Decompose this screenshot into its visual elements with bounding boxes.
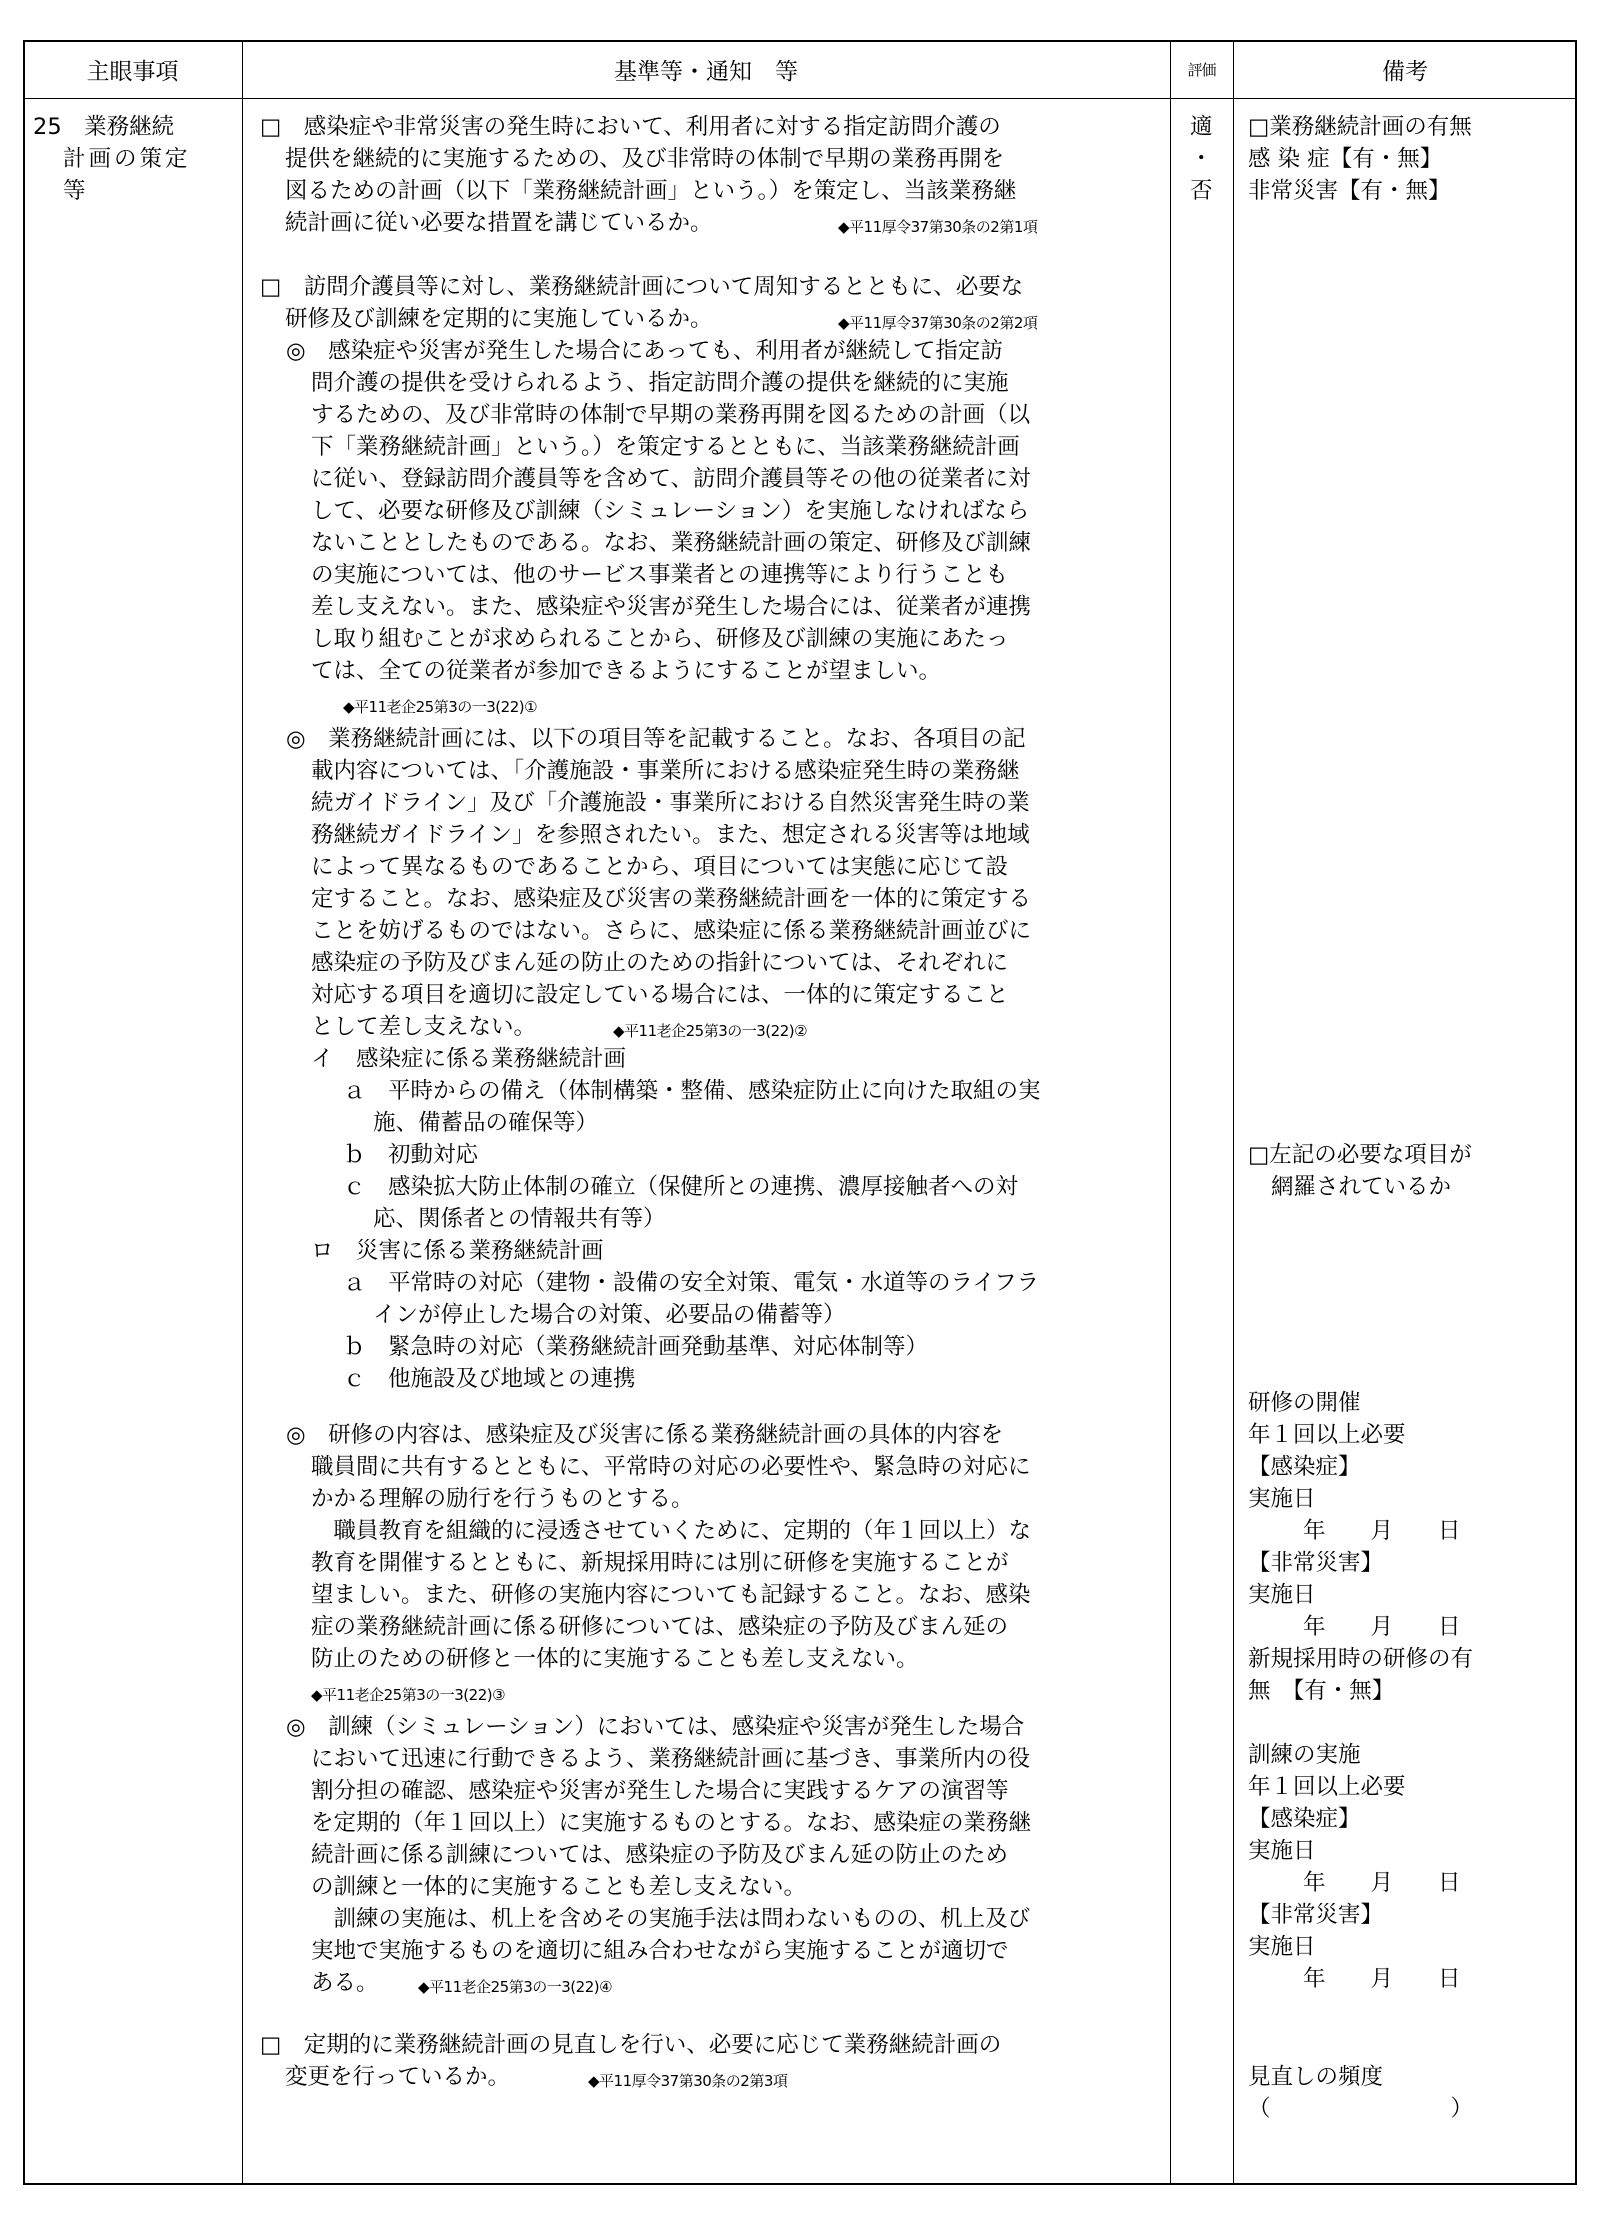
remark-drill: 訓練の実施 — [1248, 1742, 1361, 1768]
remark-line: 【非常災害】 — [1248, 1902, 1384, 1928]
column-divider — [242, 40, 243, 2185]
remark-line: （ ） — [1248, 2096, 1474, 2122]
header-standard: 基準等・通知 等 — [614, 58, 798, 85]
remark-date: 年 月 日 — [1303, 1518, 1461, 1544]
legal-reference: ◆平11老企25第3の一3(22)① — [343, 698, 538, 716]
list-heading: ロ 災害に係る業務継続計画 — [311, 1238, 604, 1264]
note-line: の実施については、他のサービス事業者との連携等により行うことも — [311, 562, 1009, 588]
note-line: 教育を開催するとともに、新規採用時には別に研修を実施することが — [311, 1550, 1009, 1576]
note-line: として差し支えない。 — [311, 1014, 537, 1040]
header-evaluation: 評価 — [1187, 60, 1216, 79]
remark-review: 見直しの頻度 — [1248, 2064, 1384, 2090]
question-line: 変更を行っているか。 — [285, 2064, 511, 2090]
remark-date: 年 月 日 — [1303, 1966, 1461, 1992]
checklist-question: □ 感染症や非常災害の発生時において、利用者に対する指定訪問介護の — [260, 114, 1001, 140]
column-divider — [1170, 40, 1171, 2185]
item-title-line: 25 業務継続 — [33, 114, 175, 140]
remark-line: 無 【有・無】 — [1248, 1678, 1395, 1704]
note-line: 症の業務継続計画に係る研修については、感染症の予防及びまん延の — [311, 1614, 1009, 1640]
note-line: に従い、登録訪問介護員等を含めて、訪問介護員等その他の従業者に対 — [311, 466, 1031, 492]
legal-reference: ◆平11老企25第3の一3(22)④ — [418, 1978, 613, 1996]
note-line: 定すること。なお、感染症及び災害の業務継続計画を一体的に策定する — [311, 886, 1032, 912]
remark-checkbox-bcp: □業務継続計画の有無 — [1248, 114, 1472, 140]
header-divider — [23, 98, 1577, 99]
note-line: するための、及び非常時の体制で早期の業務再開を図るための計画（以 — [311, 402, 1031, 428]
header-main-item: 主眼事項 — [86, 58, 179, 85]
list-item: ｂ 初動対応 — [343, 1142, 479, 1168]
list-item-line: 応、関係者との情報共有等） — [373, 1206, 666, 1232]
checklist-question: □ 定期的に業務継続計画の見直しを行い、必要に応じて業務継続計画の — [260, 2032, 1002, 2058]
item-title-line: 等 — [63, 178, 86, 204]
remark-line: 実施日 — [1248, 1582, 1316, 1608]
list-item: ａ 平常時の対応（建物・設備の安全対策、電気・水道等のライフラ — [343, 1270, 1040, 1296]
note-line: 下「業務継続計画」という。）を策定するとともに、当該業務継続計画 — [311, 434, 1020, 460]
note-line: 続ガイドライン」及び「介護施設・事業所における自然災害発生時の業 — [311, 790, 1030, 816]
header-remarks: 備考 — [1382, 58, 1428, 85]
list-item: ａ 平時からの備え（体制構築・整備、感染症防止に向けた取組の実 — [343, 1078, 1041, 1104]
remark-line: 【感染症】 — [1248, 1454, 1361, 1480]
note-line: 訓練の実施は、机上を含めその実施手法は問わないものの、机上及び — [311, 1906, 1031, 1932]
legal-reference: ◆平11厚令37第30条の2第3項 — [588, 2072, 788, 2090]
note-line: し取り組むことが求められることから、研修及び訓練の実施にあたっ — [311, 626, 1009, 652]
note-line: を定期的（年１回以上）に実施するものとする。なお、感染症の業務継 — [311, 1810, 1032, 1836]
remark-checkbox-items: □左記の必要な項目が — [1248, 1142, 1472, 1168]
note-paragraph: ◎ 研修の内容は、感染症及び災害に係る業務継続計画の具体的内容を — [286, 1422, 1004, 1448]
column-divider — [1233, 40, 1234, 2185]
note-line: ある。 — [311, 1970, 379, 1996]
remark-line: 網羅されているか — [1271, 1174, 1452, 1200]
note-line: 務継続ガイドライン」を参照されたい。また、想定される災害等は地域 — [311, 822, 1030, 848]
note-line: ことを妨げるものではない。さらに、感染症に係る業務継続計画並びに — [311, 918, 1032, 944]
remark-line: 非常災害【有・無】 — [1248, 178, 1451, 204]
remark-line: 【非常災害】 — [1248, 1550, 1384, 1576]
list-item-line: 施、備蓄品の確保等） — [373, 1110, 599, 1136]
list-item-line: インが停止した場合の対策、必要品の備蓄等） — [373, 1302, 846, 1328]
remark-line: 実施日 — [1248, 1934, 1316, 1960]
note-line: 望ましい。また、研修の実施内容についても記録すること。なお、感染 — [311, 1582, 1031, 1608]
remark-date: 年 月 日 — [1303, 1870, 1461, 1896]
note-line: ないこととしたものである。なお、業務継続計画の策定、研修及び訓練 — [311, 530, 1032, 556]
remark-line: 新規採用時の研修の有 — [1248, 1646, 1474, 1672]
checklist-question: □ 訪問介護員等に対し、業務継続計画について周知するとともに、必要な — [260, 274, 1024, 300]
note-paragraph: ◎ 訓練（シミュレーション）においては、感染症や災害が発生した場合 — [286, 1714, 1025, 1740]
note-line: によって異なるものであることから、項目については実態に応じて設 — [311, 854, 1009, 880]
remark-line: 実施日 — [1248, 1838, 1316, 1864]
remark-line: 年１回以上必要 — [1248, 1422, 1406, 1448]
list-item: ｃ 他施設及び地域との連携 — [343, 1366, 636, 1392]
remark-training: 研修の開催 — [1248, 1390, 1361, 1416]
note-line: かかる理解の励行を行うものとする。 — [311, 1486, 694, 1512]
note-line: 職員教育を組織的に浸透させていくために、定期的（年１回以上）な — [311, 1518, 1032, 1544]
list-item: ｃ 感染拡大防止体制の確立（保健所との連携、濃厚接触者への対 — [343, 1174, 1019, 1200]
note-line: 差し支えない。また、感染症や災害が発生した場合には、従業者が連携 — [311, 594, 1032, 620]
question-line: 提供を継続的に実施するための、及び非常時の体制で早期の業務再開を — [285, 146, 1005, 172]
question-line: 図るための計画（以下「業務継続計画」という。）を策定し、当該業務継 — [285, 178, 1017, 204]
note-line: の訓練と一体的に実施することも差し支えない。 — [311, 1874, 807, 1900]
remark-line: 感 染 症【有・無】 — [1248, 146, 1443, 172]
note-line: 載内容については、「介護施設・事業所における感染症発生時の業務継 — [311, 758, 1020, 784]
eval-option: ・ — [1190, 146, 1213, 172]
note-line: 割分担の確認、感染症や災害が発生した場合に実践するケアの演習等 — [311, 1778, 1009, 1804]
eval-option: 適 — [1190, 114, 1213, 140]
legal-reference: ◆平11老企25第3の一3(22)③ — [311, 1686, 506, 1704]
note-line: 対応する項目を適切に設定している場合には、一体的に策定すること — [311, 982, 1009, 1008]
note-paragraph: ◎ 感染症や災害が発生した場合にあっても、利用者が継続して指定訪 — [286, 338, 1003, 364]
note-line: 問介護の提供を受けられるよう、指定訪問介護の提供を継続的に実施 — [311, 370, 1009, 396]
note-line: 感染症の予防及びまん延の防止のための指針については、それぞれに — [311, 950, 1009, 976]
remark-line: 年１回以上必要 — [1248, 1774, 1406, 1800]
legal-reference: ◆平11厚令37第30条の2第2項 — [838, 314, 1038, 332]
note-line: 実地で実施するものを適切に組み合わせながら実施することが適切で — [311, 1938, 1009, 1964]
legal-reference: ◆平11厚令37第30条の2第1項 — [838, 218, 1038, 236]
inspection-table — [23, 40, 1577, 2185]
note-line: 続計画に係る訓練については、感染症の予防及びまん延の防止のため — [311, 1842, 1009, 1868]
note-paragraph: ◎ 業務継続計画には、以下の項目等を記載すること。なお、各項目の記 — [286, 726, 1026, 752]
legal-reference: ◆平11老企25第3の一3(22)② — [613, 1022, 808, 1040]
remark-line: 【感染症】 — [1248, 1806, 1361, 1832]
list-heading: イ 感染症に係る業務継続計画 — [311, 1046, 627, 1072]
remark-line: 実施日 — [1248, 1486, 1316, 1512]
note-line: 職員間に共有するとともに、平常時の対応の必要性や、緊急時の対応に — [311, 1454, 1031, 1480]
note-line: 防止のための研修と一体的に実施することも差し支えない。 — [311, 1646, 919, 1672]
remark-date: 年 月 日 — [1303, 1614, 1461, 1640]
item-title-line: 計画の策定 — [63, 146, 191, 172]
note-line: ては、全ての従業者が参加できるようにすることが望ましい。 — [311, 658, 942, 684]
list-item: ｂ 緊急時の対応（業務継続計画発動基準、対応体制等） — [343, 1334, 929, 1360]
question-line: 研修及び訓練を定期的に実施しているか。 — [285, 306, 713, 332]
note-line: において迅速に行動できるよう、業務継続計画に基づき、事業所内の役 — [311, 1746, 1031, 1772]
question-line: 続計画に従い必要な措置を講じているか。 — [285, 210, 713, 236]
note-line: して、必要な研修及び訓練（シミュレーション）を実施しなければなら — [311, 498, 1030, 524]
eval-option: 否 — [1190, 178, 1213, 204]
